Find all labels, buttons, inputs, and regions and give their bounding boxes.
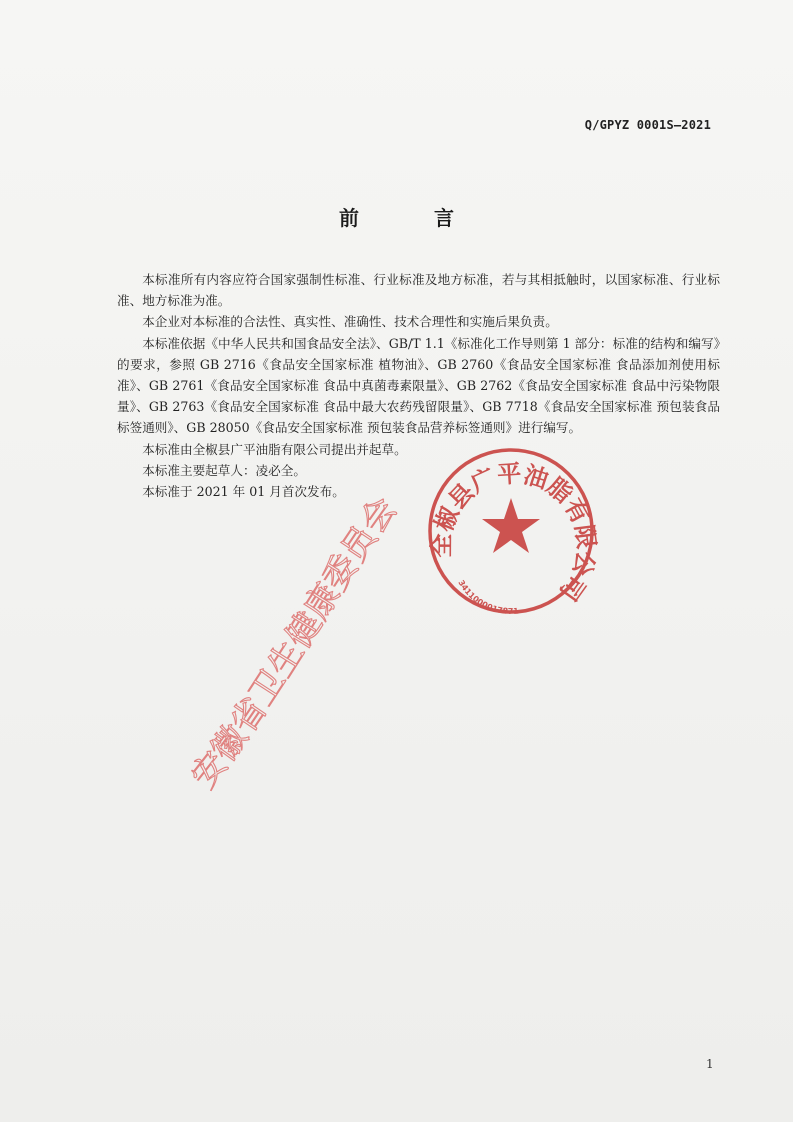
paragraph-responsibility: 本企业对本标准的合法性、真实性、准确性、技术合理性和实施后果负责。 xyxy=(142,314,558,330)
paragraph-release: 本标准于 2021 年 01 月首次发布。 xyxy=(142,484,345,500)
watermark-text: 安徽省卫生健康委员会 xyxy=(183,490,406,796)
paragraph-drafter-org: 本标准由全椒县广平油脂有限公司提出并起草。 xyxy=(142,441,407,457)
paragraph-precedence: 本标准所有内容应符合国家强制性标准、行业标准及地方标准，若与其相抵触时，以国家标准、行业标准、地方标准为准。 xyxy=(117,272,720,309)
paragraph-references: 本标准依据《中华人民共和国食品安全法》、GB/T 1.1《标准化工作导则第 1 部分：标准的结构和编写》的要求，参照 GB 2716《食品安全国家标准 植物油》、GB 2760《食品安全国家标准 食品添加剂使用标准》、GB 2761《食品安全国家标准 食品中真菌毒素限量》、GB 2762《食品安全国家标准 食品中污染物限量》、GB 2763《食品安全国家标准 食品中最大农药残留限量》、GB 7718《食品安全国家标准 预包装食品标签通则》、GB 28050《食品安全国家标准 预包装食品营养标签通则》进行编写。 xyxy=(117,335,720,436)
page-number: 1 xyxy=(706,1057,714,1071)
seal-company-name: 全椒县广平油脂有限公司 xyxy=(427,459,601,606)
foreword-body xyxy=(117,269,720,502)
star-icon xyxy=(482,498,540,553)
review-watermark xyxy=(184,490,405,796)
seal-number: 3411000017871 xyxy=(456,578,520,616)
paragraph-drafter: 本标准主要起草人：凌必全。 xyxy=(142,462,306,478)
page-title: 前 言 xyxy=(339,206,488,230)
standard-code: Q/GPYZ 0001S—2021 xyxy=(584,118,711,132)
